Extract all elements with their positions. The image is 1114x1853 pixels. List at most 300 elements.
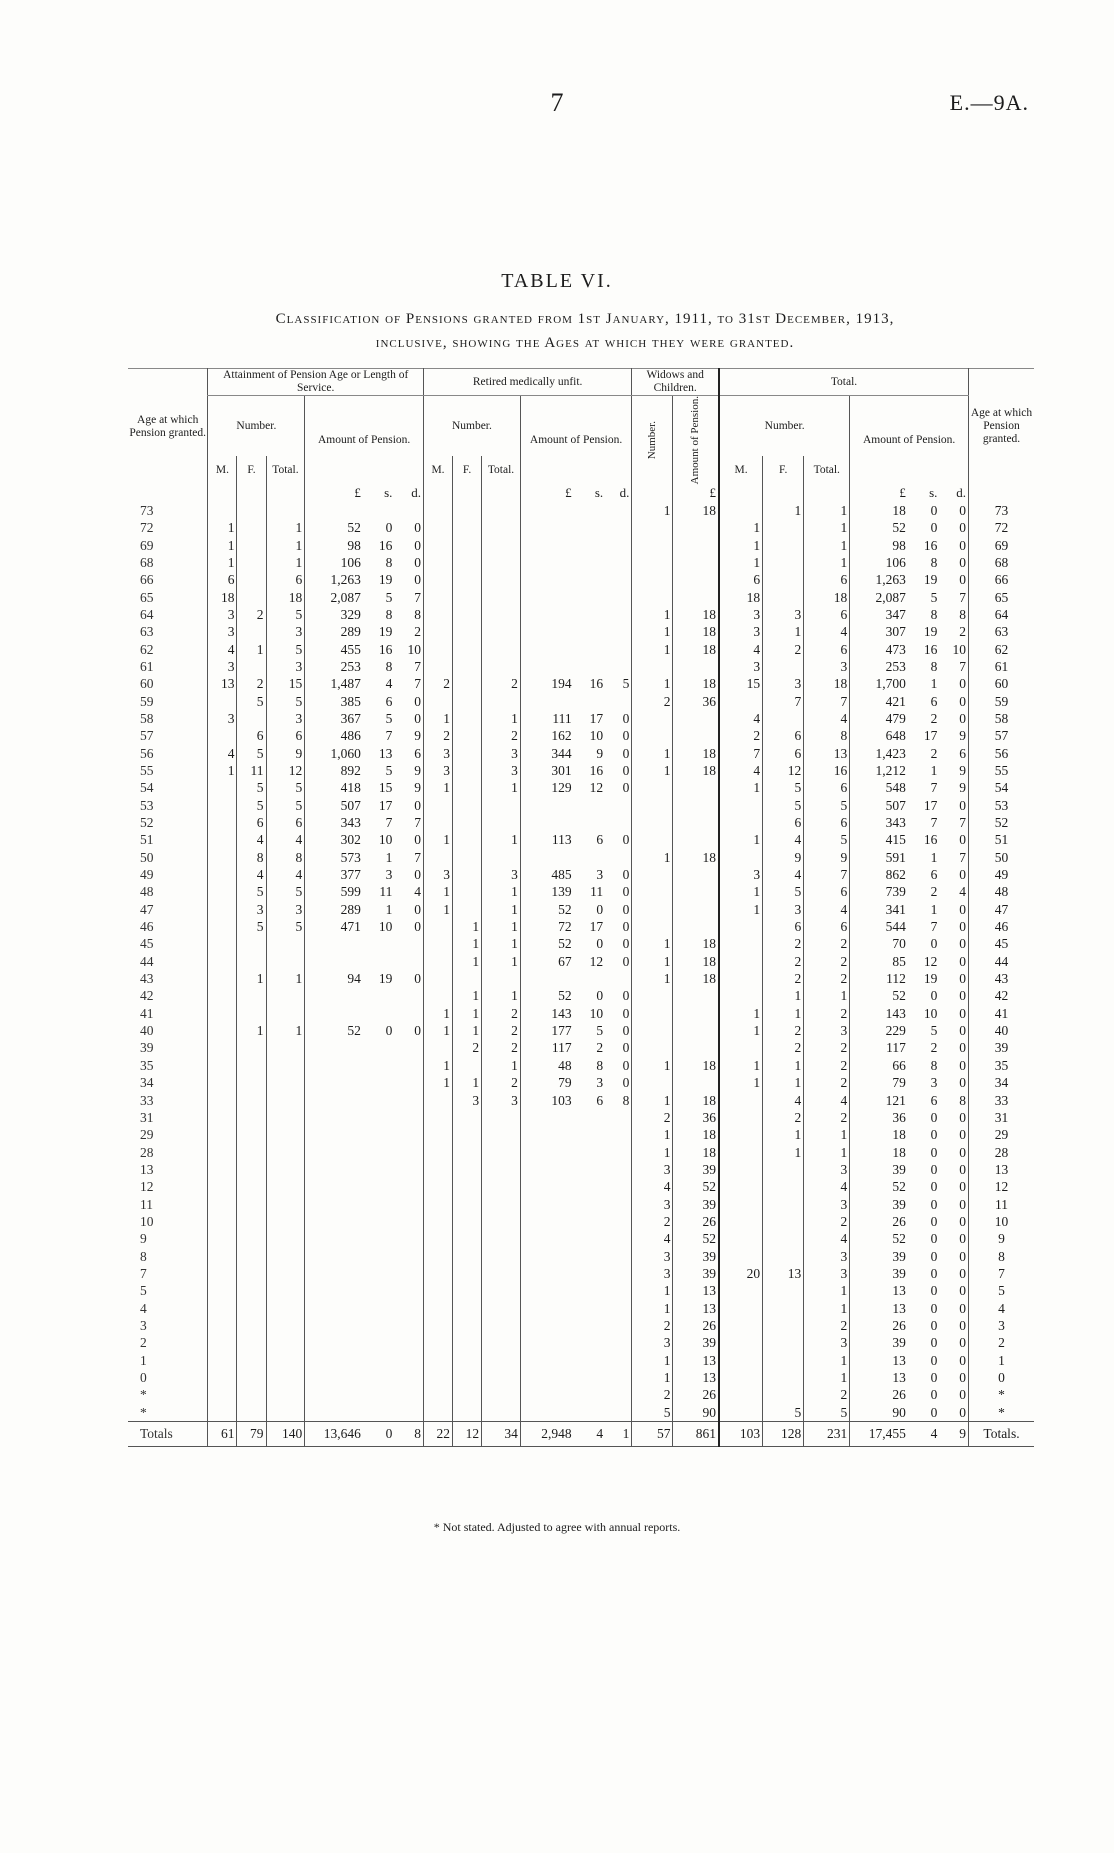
cell-t: 4 [804, 1091, 850, 1108]
row-age: 55 [140, 762, 154, 778]
cell-t: 2 [763, 953, 804, 970]
cell-a [305, 1161, 363, 1178]
cell-r: 2 [482, 1005, 521, 1022]
cell-r [574, 1161, 605, 1178]
cell-a: 8 [237, 849, 266, 866]
cell-a [237, 588, 266, 605]
cell-w: 39 [673, 1334, 719, 1351]
cell-w: 3 [632, 1334, 673, 1351]
cell-r [453, 658, 482, 675]
cell-a [208, 970, 237, 987]
cell-a [363, 1299, 394, 1316]
total-cell: 22 [423, 1421, 452, 1446]
cell-t: 0 [959, 710, 966, 726]
cell-t: 9 [959, 762, 966, 778]
cell-r: 1 [453, 1005, 482, 1022]
cell-r [453, 640, 482, 657]
cell-t: 7 [930, 815, 938, 831]
cell-t: 4 [804, 1230, 850, 1247]
cell-r [453, 1369, 482, 1386]
cell-w: 1 [632, 1091, 673, 1108]
cell-t: 3 [804, 1265, 850, 1282]
cell-a: 18 [208, 588, 237, 605]
cell-a: 1 [208, 519, 237, 536]
cell-a: 19 [378, 971, 393, 987]
currency-s-a: s. [384, 485, 393, 501]
cell-t: 307 [850, 623, 908, 640]
header-t-f: F. [763, 456, 804, 484]
cell-w [632, 814, 673, 831]
cell-r [605, 1334, 632, 1351]
cell-w: 1 [632, 1057, 673, 1074]
row-age-right: 7 [968, 1265, 1034, 1282]
cell-t [763, 710, 804, 727]
total-cell: 13,646 [305, 1421, 363, 1446]
cell-a [208, 1161, 237, 1178]
cell-a [305, 502, 363, 519]
cell-a [208, 1057, 237, 1074]
cell-r [482, 571, 521, 588]
cell-a: 1 [266, 1022, 305, 1039]
cell-r [482, 1143, 521, 1160]
cell-t: 2 [804, 970, 850, 987]
row-age: 66 [140, 572, 154, 588]
cell-r: 6 [596, 1092, 604, 1108]
cell-w: 1 [632, 606, 673, 623]
table-row [128, 606, 1034, 623]
cell-r [453, 1334, 482, 1351]
cell-t: 3 [763, 675, 804, 692]
cell-a [208, 814, 237, 831]
row-age-right: 12 [968, 1178, 1034, 1195]
cell-a [237, 1039, 266, 1056]
cell-r [574, 588, 605, 605]
pensions-table [128, 368, 1034, 1447]
cell-w: 18 [673, 1126, 719, 1143]
total-cell: 140 [266, 1421, 305, 1446]
cell-r [423, 640, 452, 657]
cell-r [423, 1039, 452, 1056]
table-row [128, 883, 1034, 900]
cell-t: 7 [804, 692, 850, 709]
cell-a [305, 1265, 363, 1282]
cell-t: 12 [763, 762, 804, 779]
cell-a [394, 1282, 423, 1299]
cell-t: 0 [930, 1335, 938, 1351]
cell-t: 0 [930, 1127, 938, 1143]
cell-t: 19 [923, 572, 938, 588]
cell-a: 1 [385, 849, 393, 865]
cell-t: 9 [959, 780, 966, 796]
row-age-right: 53 [968, 797, 1034, 814]
cell-r [423, 1109, 452, 1126]
cell-a [266, 1109, 305, 1126]
table-row [128, 554, 1034, 571]
cell-t: 4 [804, 623, 850, 640]
cell-r: 1 [423, 779, 452, 796]
cell-t: 13 [763, 1265, 804, 1282]
cell-a: 4 [208, 640, 237, 657]
cell-r [520, 1143, 573, 1160]
cell-t: 4 [804, 1178, 850, 1195]
cell-w [673, 658, 719, 675]
row-age-right: 0 [968, 1369, 1034, 1386]
cell-t [719, 1161, 763, 1178]
table-row [128, 1178, 1034, 1195]
cell-a [208, 502, 237, 519]
cell-a [237, 1091, 266, 1108]
cell-t: 2 [804, 1317, 850, 1334]
cell-r [423, 1299, 452, 1316]
cell-a: 3 [208, 606, 237, 623]
cell-r: 5 [596, 1023, 604, 1039]
cell-t: 0 [959, 1005, 966, 1021]
cell-t: 1 [804, 536, 850, 553]
cell-t: 0 [930, 1196, 938, 1212]
cell-r [423, 1230, 452, 1247]
cell-t: 2 [763, 640, 804, 657]
cell-r: 113 [520, 831, 573, 848]
totals-row [128, 1421, 1034, 1446]
row-age-right: 9 [968, 1230, 1034, 1247]
cell-a [305, 953, 363, 970]
cell-a [266, 1317, 305, 1334]
cell-a [394, 1317, 423, 1334]
cell-w [632, 831, 673, 848]
cell-a: 3 [266, 901, 305, 918]
row-age: 49 [140, 867, 154, 883]
cell-t: 0 [959, 1231, 966, 1247]
cell-t: 2 [959, 624, 966, 640]
cell-a: 0 [414, 537, 421, 553]
cell-t: 1 [804, 1352, 850, 1369]
cell-a: 0 [414, 710, 421, 726]
cell-t: 0 [959, 1109, 966, 1125]
row-age: 51 [140, 832, 154, 848]
cell-t [719, 814, 763, 831]
cell-a [363, 1386, 394, 1403]
row-age: 13 [140, 1161, 154, 1177]
cell-r [520, 797, 573, 814]
row-age: 59 [140, 693, 154, 709]
cell-t: 6 [763, 918, 804, 935]
cell-t: 0 [959, 1335, 966, 1351]
cell-r [605, 1143, 632, 1160]
header-a-f: F. [237, 456, 266, 484]
total-cell: 128 [763, 1421, 804, 1446]
row-age: 61 [140, 658, 154, 674]
cell-a: 18 [266, 588, 305, 605]
cell-r [453, 588, 482, 605]
cell-t: 1 [930, 901, 938, 917]
cell-r [423, 588, 452, 605]
cell-r: 3 [482, 1091, 521, 1108]
cell-w [632, 901, 673, 918]
cell-r [482, 1230, 521, 1247]
cell-r: 5 [622, 676, 630, 692]
cell-r: 9 [596, 745, 604, 761]
cell-a [305, 1213, 363, 1230]
cell-t: 70 [850, 935, 908, 952]
cell-r [605, 814, 632, 831]
row-age-right: 11 [968, 1195, 1034, 1212]
cell-a: 3 [266, 710, 305, 727]
cell-r [605, 1265, 632, 1282]
cell-r: 1 [423, 1022, 452, 1039]
cell-a: 94 [305, 970, 363, 987]
cell-w: 26 [673, 1213, 719, 1230]
cell-a: 6 [266, 727, 305, 744]
cell-r: 72 [520, 918, 573, 935]
cell-a [394, 1230, 423, 1247]
row-age-right: * [968, 1404, 1034, 1422]
cell-r: 194 [520, 675, 573, 692]
row-age-right: 41 [968, 1005, 1034, 1022]
cell-t: 1 [763, 502, 804, 519]
cell-t [719, 1230, 763, 1247]
cell-t: 0 [959, 537, 966, 553]
cell-r [482, 1161, 521, 1178]
cell-r: 0 [596, 901, 604, 917]
cell-r [574, 1178, 605, 1195]
cell-r [423, 1195, 452, 1212]
cell-r [423, 849, 452, 866]
row-age-right: 3 [968, 1317, 1034, 1334]
cell-r [520, 1213, 573, 1230]
row-age-right: 56 [968, 744, 1034, 761]
row-age: 2 [140, 1335, 147, 1351]
cell-t [719, 1143, 763, 1160]
cell-t: 1 [719, 883, 763, 900]
cell-w: 1 [632, 640, 673, 657]
cell-t: 2 [763, 970, 804, 987]
cell-r [423, 1282, 452, 1299]
cell-t: 4 [959, 884, 966, 900]
row-age-right: 44 [968, 953, 1034, 970]
cell-a: 10 [378, 919, 393, 935]
table-row [128, 1143, 1034, 1160]
cell-r: 52 [520, 987, 573, 1004]
cell-w [632, 554, 673, 571]
cell-r [453, 1317, 482, 1334]
cell-r: 2 [482, 675, 521, 692]
cell-a [237, 536, 266, 553]
cell-a: 377 [305, 866, 363, 883]
cell-t: 19 [923, 624, 938, 640]
cell-w [673, 1022, 719, 1039]
cell-w: 3 [632, 1265, 673, 1282]
cell-w: 26 [673, 1386, 719, 1403]
cell-t [719, 1247, 763, 1264]
cell-a: 4 [237, 831, 266, 848]
cell-w: 90 [673, 1404, 719, 1422]
header-retired-amount: Amount of Pension. [520, 396, 631, 485]
row-age-right: 1 [968, 1352, 1034, 1369]
cell-a [363, 1404, 394, 1422]
cell-w: 39 [673, 1161, 719, 1178]
cell-r: 17 [589, 710, 604, 726]
cell-a [305, 1005, 363, 1022]
cell-r: 0 [596, 988, 604, 1004]
cell-t: 3 [719, 623, 763, 640]
table-row [128, 710, 1034, 727]
cell-w [632, 1039, 673, 1056]
row-age-right: 28 [968, 1143, 1034, 1160]
cell-r [482, 554, 521, 571]
cell-r [574, 623, 605, 640]
total-cell: 57 [632, 1421, 673, 1446]
cell-t [719, 935, 763, 952]
cell-t: 0 [930, 1387, 938, 1403]
row-age: 12 [140, 1179, 154, 1195]
row-age: 5 [140, 1283, 147, 1299]
cell-r [453, 831, 482, 848]
cell-r [482, 588, 521, 605]
cell-t: 6 [804, 779, 850, 796]
cell-a [363, 1178, 394, 1195]
table-row [128, 1352, 1034, 1369]
cell-t: 18 [850, 1126, 908, 1143]
cell-t: 2 [930, 884, 938, 900]
cell-w: 36 [673, 692, 719, 709]
cell-w [632, 1074, 673, 1091]
cell-w [632, 727, 673, 744]
cell-w [632, 519, 673, 536]
cell-t: 9 [959, 728, 966, 744]
table-row [128, 901, 1034, 918]
cell-a: 98 [305, 536, 363, 553]
total-cell: 34 [482, 1421, 521, 1446]
table-row [128, 727, 1034, 744]
cell-t: 117 [850, 1039, 908, 1056]
cell-t: 6 [804, 571, 850, 588]
cell-a: 8 [385, 554, 393, 570]
cell-t: 9 [763, 849, 804, 866]
cell-a [305, 1352, 363, 1369]
cell-w: 5 [632, 1404, 673, 1422]
cell-t [763, 658, 804, 675]
cell-a [208, 1005, 237, 1022]
cell-t: 1 [763, 1074, 804, 1091]
cell-a: 9 [414, 780, 421, 796]
cell-t: 1 [719, 554, 763, 571]
header-attainment-number: Number. [208, 396, 305, 457]
cell-t: 13 [850, 1299, 908, 1316]
cell-a [305, 987, 363, 1004]
cell-a: 0 [414, 1023, 421, 1039]
table-row [128, 1404, 1034, 1422]
cell-a: 6 [208, 571, 237, 588]
cell-r: 177 [520, 1022, 573, 1039]
table-row [128, 935, 1034, 952]
cell-t: 7 [930, 780, 938, 796]
cell-a: 4 [266, 866, 305, 883]
cell-a [305, 1091, 363, 1108]
cell-r: 2 [482, 1074, 521, 1091]
cell-a [394, 1195, 423, 1212]
cell-a: 12 [266, 762, 305, 779]
cell-r [482, 1369, 521, 1386]
cell-r [423, 918, 452, 935]
cell-w [632, 536, 673, 553]
cell-r [482, 1265, 521, 1282]
cell-a [237, 710, 266, 727]
cell-t [763, 1317, 804, 1334]
cell-t: 5 [763, 883, 804, 900]
cell-r: 1 [453, 953, 482, 970]
cell-r: 8 [596, 1057, 604, 1073]
cell-t: 1 [930, 762, 938, 778]
table-row [128, 831, 1034, 848]
row-age-right: 72 [968, 519, 1034, 536]
footnote: * Not stated. Adjusted to agree with annual reports. [433, 1520, 681, 1534]
row-age: 4 [140, 1300, 147, 1316]
cell-a [208, 727, 237, 744]
cell-r [520, 1195, 573, 1212]
cell-a [266, 1143, 305, 1160]
cell-r [605, 1230, 632, 1247]
cell-r [605, 1126, 632, 1143]
row-age: 9 [140, 1231, 147, 1247]
cell-t: 7 [930, 919, 938, 935]
cell-r [574, 554, 605, 571]
cell-r: 1 [423, 901, 452, 918]
row-age-right: 4 [968, 1299, 1034, 1316]
row-age: 72 [140, 520, 154, 536]
cell-w [632, 571, 673, 588]
row-age-right: 52 [968, 814, 1034, 831]
cell-t: 421 [850, 692, 908, 709]
cell-r [453, 1057, 482, 1074]
row-age-right: 5 [968, 1282, 1034, 1299]
total-cell: 4 [574, 1421, 605, 1446]
cell-t: 1 [804, 519, 850, 536]
cell-a [394, 1265, 423, 1282]
cell-t [763, 1299, 804, 1316]
cell-a: 0 [414, 919, 421, 935]
total-cell: 12 [453, 1421, 482, 1446]
cell-t: 229 [850, 1022, 908, 1039]
cell-r [520, 1352, 573, 1369]
table-row [128, 692, 1034, 709]
table-row [128, 588, 1034, 605]
cell-t: 5 [763, 1404, 804, 1422]
cell-a [237, 1386, 266, 1403]
cell-t: 90 [850, 1404, 908, 1422]
cell-t: 15 [719, 675, 763, 692]
cell-r [574, 1230, 605, 1247]
cell-r [520, 1265, 573, 1282]
cell-a: 9 [414, 762, 421, 778]
cell-t: 26 [850, 1213, 908, 1230]
table-row [128, 987, 1034, 1004]
table-row [128, 970, 1034, 987]
cell-t: 7 [719, 744, 763, 761]
cell-a: 455 [305, 640, 363, 657]
cell-a [363, 1317, 394, 1334]
row-age-right: 62 [968, 640, 1034, 657]
cell-a [208, 1195, 237, 1212]
cell-a: 343 [305, 814, 363, 831]
cell-w [673, 1039, 719, 1056]
row-age-right: 45 [968, 935, 1034, 952]
total-cell: 79 [237, 1421, 266, 1446]
table-row [128, 1126, 1034, 1143]
cell-t [763, 1178, 804, 1195]
cell-t: 0 [959, 936, 966, 952]
cell-r [423, 1334, 452, 1351]
cell-r [520, 1317, 573, 1334]
